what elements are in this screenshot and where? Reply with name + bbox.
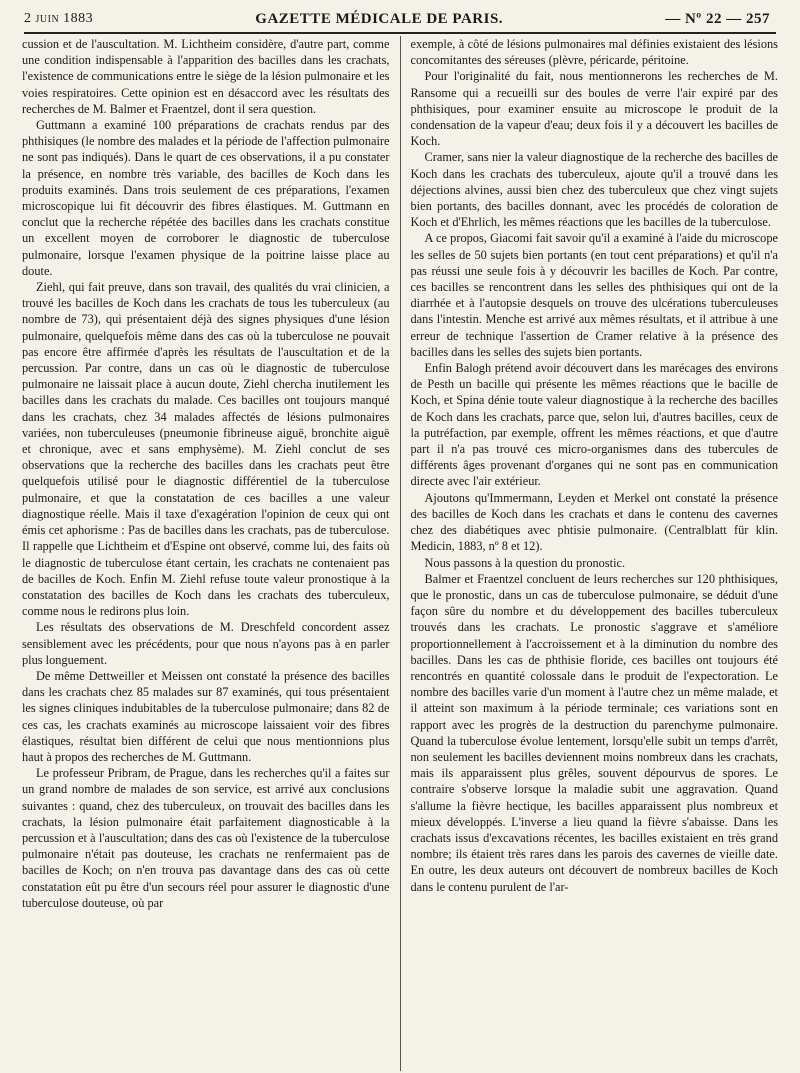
- left-column: [22, 36, 390, 1071]
- column-divider: [400, 36, 401, 1071]
- paragraph: Ziehl, qui fait preuve, dans son travail, des qualités du vrai clinicien, a trouvé les bacilles de Koch dans les crachats de tous les tuberculeux (au nombre de 73), qui présentaient déjà des signes physiques d'une lésion pulmonaire, quelquefois même dans des cas où la tuberculose ne pouvait pas encore être affirmée d'après les résultats de l'auscultation et de la percussion. Par contre, dans un cas où le diagnostic de tuberculose pulmonaire ne laissait place à aucun doute, Ziehl chercha inutilement les bacilles dans les crachats du malade. Ces bacilles ont toujours manqué dans les crachats, chez 34 malades affectés de lésions pulmonaires variées, non tuberculeuses (pneumonie fibrineuse aiguë, bronchite aiguë et chronique, avec et sans emphysème). M. Ziehl conclut de ses observations que la recherche des bacilles dans les crachats peut être quelquefois utilisé pour le diagnostic différentiel de la tuberculose pulmonaire, et que la constatation de ces bacilles a une valeur diagnostique réelle. Mais il taxe d'exagération l'opinion de ceux qui ont émis cet aphorisme : Pas de bacilles dans les crachats, pas de tuberculose. Il rappelle que Lichtheim et d'Espine ont observé, comme lui, des faits où le diagnostic de tuberculose étant certain, les crachats ne contenaient pas de bacilles de Koch. Enfin M. Ziehl refuse toute valeur pronostique à la constatation des bacilles de Koch dans les crachats des tuberculeux, comme nous le redirons plus loin.: [22, 280, 390, 619]
- running-header: [24, 8, 770, 30]
- paragraph: Nous passons à la question du pronostic.: [424, 555, 626, 570]
- page-number: 257: [745, 10, 770, 27]
- paragraph: De même Dettweiller et Meissen ont constaté la présence des bacilles dans les crachats chez 85 malades sur 87 examinés, qui tous présentaient les signes cliniques indubitables de la tuberculose pulmonaire; dans 82 de ces cas, les crachats examinés au microscope laissaient voir des fibres élastiques, résultat bien différent de celui que nous mentionnions plus haut à propos des recherches de M. Guttmann.: [22, 668, 390, 764]
- paragraph: Enfin Balogh prétend avoir découvert dans les marécages des environs de Pesth un bacille qui présente les mêmes réactions que le bacille de Koch, et Spina dénie toute valeur diagnostique à la recherche des bacilles de Koch dans les crachats, parce que, selon lui, d'autres bacilles, ceux de la putréfaction, par exemple, offrent les mêmes réactions, et que d'autre part il n'a pas trouvé ces micro-organismes dans des tubercules de différents âges provenant d'organes qui ne sont pas en communication directe avec l'air extérieur.: [410, 361, 778, 489]
- paragraph: Pour l'originalité du fait, nous mentionnerons les recherches de M. Ransome qui a recueilli sur des boules de verre l'air expiré par des phthisiques, pour examiner ensuite au microscope le produit de la condensation de la vapeur d'eau; deux fois il y a découvert les bacilles de Koch.: [410, 69, 778, 149]
- right-column: [411, 36, 779, 1071]
- paragraph: Balmer et Fraentzel concluent de leurs recherches sur 120 phthisiques, que le pronostic, dans un cas de tuberculose pulmonaire, se déduit d'une façon sûre du nombre et du développement des bacilles tuberculeux trouvés dans les crachats. Le pronostic s'aggrave et s'améliore proportionnellement à l'accroissement et à la diminution du nombre des bacilles. Dans les cas de phthisie floride, ces bacilles ont toujours été rencontrés en quantité colossale dans le produit de l'expectoration. Le nombre des bacilles varie d'un moment à l'autre chez un même malade, et il atteint son maximum à la période terminale; ces variations sont en rapport avec les progrès de la destruction du parenchyme pulmonaire. Quand la tuberculose évolue lentement, lorsqu'elle subit un temps d'arrêt, non seulement les bacilles deviennent moins nombreux dans les crachats, mais ils apparaissent plus grêles, souvent dépourvus de spores. Le contraire s'observe lorsque la maladie subit une aggravation. Quand s'allume la fièvre hectique, les bacilles apparaissent plus nombreux et mieux développés. L'inverse a lieu quand la fièvre s'abaisse. Dans les crachats issus d'excavations récentes, les bacilles existaient en très grand nombre; ils étaient très rares dans les parois des cavernes de vieille date. En outre, les deux auteurs ont découvert de nombreux bacilles de Koch dans le contenu purulent de l'ar-: [410, 571, 778, 894]
- paragraph: A ce propos, Giacomi fait savoir qu'il a examiné à l'aide du microscope les selles de 50 sujets bien portants (en tout cent préparations) et qu'il n'a pas réussi une seule fois à y découvrir les bacilles de Koch. Par contre, ces bacilles se rencontrent dans les selles des phthisiques qui ont de la diarrhée et à l'autopsie desquels on trouve des ulcérations tuberculeuses dans l'intestin. Menche est arrivé aux mêmes résultats, et il attribue à une erreur de technique l'assertion de Cramer relative à la présence des bacilles dans les selles des sujets bien portants.: [410, 231, 778, 359]
- paragraph: Le professeur Pribram, de Prague, dans les recherches qu'il a faites sur un grand nombre de malades de son service, est arrivé aux conclusions suivantes : quand, chez des tuberculeux, on trouvait des bacilles dans les crachats, la lésion pulmonaire était parfaitement diagnosticable à la percussion et à l'auscultation; dans des cas où l'existence de la tuberculose pulmonaire n'était pas douteuse, les crachats ne renfermaient pas de bacilles de Koch; on n'en trouva pas davantage dans des cas où cette constatation eût pu être d'un secours réel pour assurer le diagnostic d'une tuberculose douteuse, où par: [22, 766, 390, 910]
- issue-number: — Nº 22 —: [665, 10, 742, 27]
- text-columns: [22, 36, 778, 1071]
- journal-title: GAZETTE MÉDICALE DE PARIS.: [255, 10, 504, 27]
- header-date-month: juin: [35, 11, 60, 26]
- header-date-year: 1883: [63, 11, 94, 26]
- paragraph: Cramer, sans nier la valeur diagnostique de la recherche des bacilles de Koch dans les crachats des tuberculeux, ajoute qu'il a trouvé dans les déjections alvines, aussi bien chez des tuberculeux que chez vingt sujets bien portants, des bacilles donnant, avec les procédés de coloration de Koch et d'Ehrlich, les mêmes réactions que les bacilles de la tuberculose.: [410, 150, 778, 230]
- header-rule: [24, 32, 776, 34]
- header-date: [24, 11, 93, 27]
- paragraph: Guttmann a examiné 100 préparations de crachats rendus par des phthisiques (le nombre des malades et la période de l'affection pulmonaire ne sont pas indiqués). Dans le quart de ces observations, il a pu constater la présence, en nombre très variable, des bacilles de Koch dans les produits examinés. Dans trois seulement de ces préparations, l'examen microscopique lui fit découvrir des fibres élastiques. M. Guttmann en conclut que la recherche répétée des bacilles dans les crachats constitue un excellent moyen de corroborer le diagnostic de tuberculose pulmonaire, lorsque l'examen physique de la poitrine laisse place au doute.: [22, 118, 390, 278]
- paragraph: Les résultats des observations de M. Dreschfeld concordent assez sensiblement avec les précédents, pour que nous n'ayons pas à en parler plus longuement.: [22, 620, 390, 667]
- paragraph: cussion et de l'auscultation. M. Lichtheim considère, d'autre part, comme une condition indispensable à l'apparition des bacilles dans les crachats, l'existence de communications entre le siège de la lésion pulmonaire et les voies respiratoires. Cette opinion est en désaccord avec les résultats des recherches de M. Balmer et Fraentzel, dont il sera question.: [22, 37, 390, 116]
- paragraph: exemple, à côté de lésions pulmonaires mal définies existaient des lésions concomitantes des séreuses (plèvre, péricarde, péritoine.: [410, 37, 778, 68]
- paragraph: Ajoutons qu'Immermann, Leyden et Merkel ont constaté la présence des bacilles de Koch dans les crachats et dans le contenu des cavernes chez des diabétiques avec phtisie pulmonaire. (Centralblatt für klin. Medicin, 1883, nº 8 et 12).: [410, 490, 778, 554]
- header-issue-page: [665, 11, 770, 28]
- header-date-day: 2: [24, 11, 32, 26]
